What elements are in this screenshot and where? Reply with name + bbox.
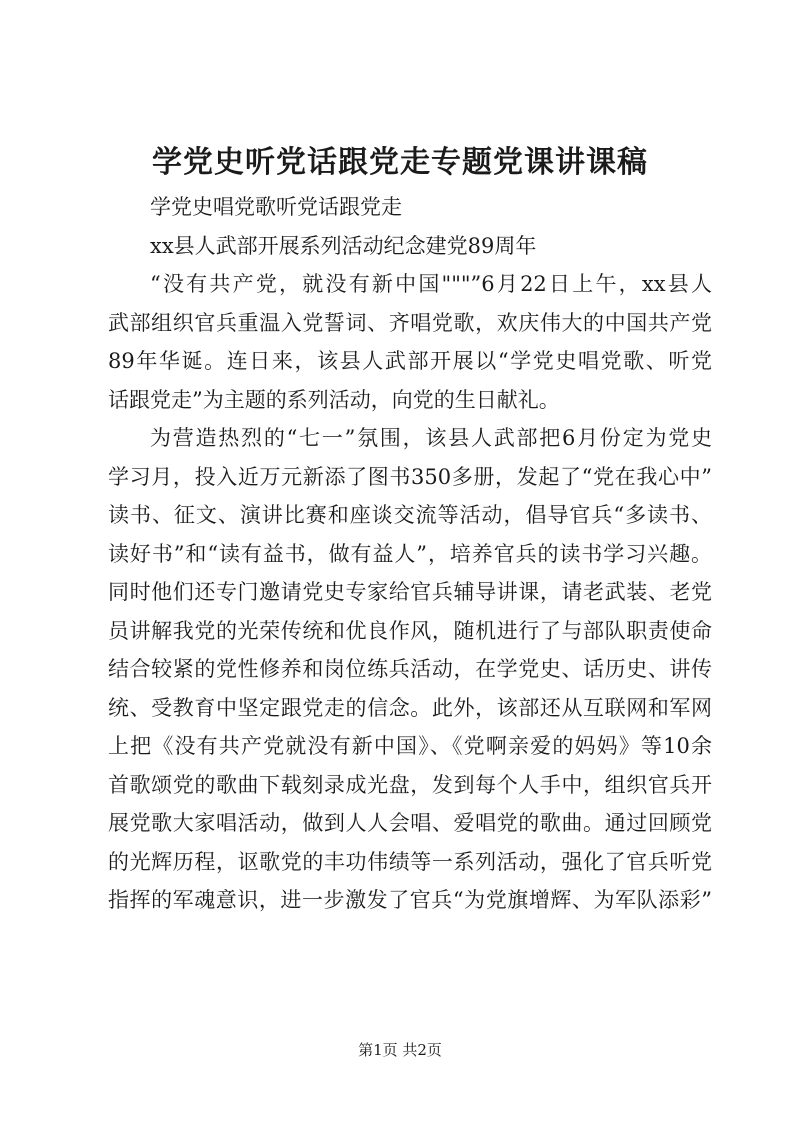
paragraph-line: 首歌颂党的歌曲下载刻录成光盘，发到每个人手中，组织官兵开 xyxy=(108,772,712,797)
paragraph-line: 员讲解我党的光荣传统和优良作风，随机进行了与部队职责使命 xyxy=(108,618,712,643)
document-body xyxy=(108,188,712,920)
page-footer: 第1页 共2页 xyxy=(358,1041,442,1059)
paragraph-line: 展党歌大家唱活动，做到人人会唱、爱唱党的歌曲。通过回顾党 xyxy=(108,811,712,835)
paragraph-line: 指挥的军魂意识，进一步激发了官兵“为党旗增辉、为军队添彩” xyxy=(108,888,712,912)
paragraph-line: 89年华诞。连日来，该县人武部开展以“学党史唱党歌、听党 xyxy=(108,349,712,373)
paragraph-line: “没有共产党，就没有新中国"""”6月22日上午，xx县人 xyxy=(150,272,712,296)
paragraph-line: 话跟党走”为主题的系列活动，向党的生日献礼。 xyxy=(108,387,560,412)
paragraph-line: 统、受教育中坚定跟党走的信念。此外，该部还从互联网和军网 xyxy=(108,695,712,720)
paragraph-line: 读好书”和“读有益书，做有益人”，培养官兵的读书学习兴趣。 xyxy=(108,541,712,566)
paragraph-line: 读书、征文、演讲比赛和座谈交流等活动，倡导官兵“多读书、 xyxy=(108,503,712,527)
paragraph-line: 学习月，投入近万元新添了图书350多册，发起了“党在我心中” xyxy=(108,464,712,489)
paragraph-line: 同时他们还专门邀请党史专家给官兵辅导讲课，请老武装、老党 xyxy=(108,580,712,604)
document-title: 学党史听党话跟党走专题党课讲课稿 xyxy=(152,145,648,180)
paragraph-line: 上把《没有共产党就没有新中国》、《党啊亲爱的妈妈》等10余 xyxy=(108,734,712,758)
paragraph-line: 为营造热烈的“七一”氛围，该县人武部把6月份定为党史 xyxy=(150,426,712,450)
subtitle-line: xx县人武部开展系列活动纪念建党89周年 xyxy=(150,233,537,258)
paragraph-line: 武部组织官兵重温入党誓词、齐唱党歌，欢庆伟大的中国共产党 xyxy=(108,310,712,335)
paragraph-line: 结合较紧的党性修养和岗位练兵活动，在学党史、话历史、讲传 xyxy=(108,657,712,681)
paragraph-line: 的光辉历程，讴歌党的丰功伟绩等一系列活动，强化了官兵听党 xyxy=(108,849,712,874)
subtitle-line: 学党史唱党歌听党话跟党走 xyxy=(150,195,402,219)
